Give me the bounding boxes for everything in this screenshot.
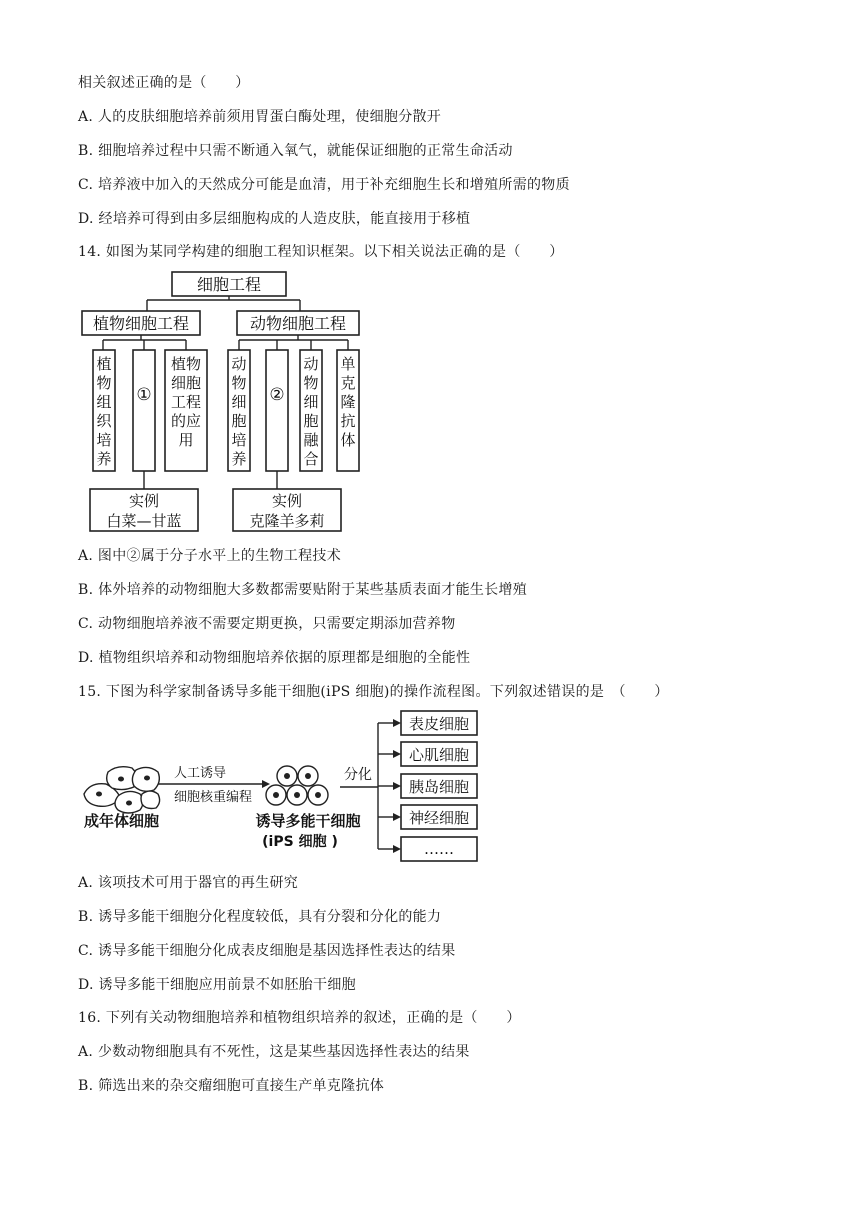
- ips-cells-icon: [266, 766, 328, 805]
- q16-option-b: B. 筛选出来的杂交瘤细胞可直接生产单克隆抗体: [78, 1078, 385, 1094]
- target-label-islet: 胰岛细胞: [408, 778, 470, 796]
- q15-stem: 15. 下图为科学家制备诱导多能干细胞(iPS 细胞)的操作流程图。下列叙述错误的是 （ ）: [78, 684, 669, 700]
- ips-label-2: (iPS 细胞 ): [262, 834, 338, 850]
- diagram-plant-child-2-label: ①: [136, 385, 152, 405]
- diagram-plant-child-2-box: [133, 350, 155, 471]
- arrow-bottom-label: 细胞核重编程: [173, 790, 253, 805]
- q16-stem: 16. 下列有关动物细胞培养和植物组织培养的叙述，正确的是（ ）: [78, 1010, 521, 1026]
- diagram-plant-example-title: 实例: [128, 492, 160, 510]
- differentiation-label: 分化: [344, 767, 372, 783]
- cell-engineering-framework-diagram: [0, 0, 860, 540]
- arrow-top-label: 人工诱导: [173, 766, 227, 781]
- target-label-more: ……: [424, 840, 454, 858]
- q15-option-a: A. 该项技术可用于器官的再生研究: [78, 875, 299, 891]
- diagram-animal-example-title: 实例: [271, 492, 303, 510]
- ips-label-1: 诱导多能干细胞: [255, 812, 361, 830]
- q13-option-c: C. 培养液中加入的天然成分可能是血清，用于补充细胞生长和增殖所需的物质: [78, 177, 570, 193]
- diagram-plant-example-value: 白菜—甘蓝: [106, 512, 182, 530]
- diagram-animal-child-1-label: 动物细胞培养: [231, 355, 247, 468]
- diagram-animal-branch-label: 动物细胞工程: [249, 314, 347, 333]
- q14-option-d: D. 植物组织培养和动物细胞培养依据的原理都是细胞的全能性: [78, 650, 471, 666]
- adult-cells-icon: [84, 767, 160, 813]
- diagram-root-label: 细胞工程: [196, 275, 262, 294]
- diagram-plant-child-1-label: 植物组织培养: [96, 355, 112, 468]
- diagram-plant-child-3-label: 植物细胞工程的应用: [170, 355, 202, 449]
- q14-option-a: A. 图中②属于分子水平上的生物工程技术: [78, 548, 342, 564]
- diagram-animal-child-4-label: 单克隆抗体: [340, 355, 356, 449]
- ips-flowchart-diagram: [0, 700, 860, 870]
- diagram-animal-example-value: 克隆羊多莉: [249, 512, 325, 530]
- q15-option-d: D. 诱导多能干细胞应用前景不如胚胎干细胞: [78, 977, 356, 993]
- q14-stem: 14. 如图为某同学构建的细胞工程知识框架。以下相关说法正确的是（ ）: [78, 244, 564, 260]
- target-label-neural: 神经细胞: [408, 809, 470, 827]
- q13-option-d: D. 经培养可得到由多层细胞构成的人造皮肤，能直接用于移植: [78, 211, 471, 227]
- q13-option-a: A. 人的皮肤细胞培养前须用胃蛋白酶处理，使细胞分散开: [78, 109, 442, 125]
- q15-option-b: B. 诱导多能干细胞分化程度较低，具有分裂和分化的能力: [78, 909, 442, 925]
- target-label-cardiac: 心肌细胞: [408, 746, 470, 764]
- diagram-animal-child-2-label: ②: [269, 385, 285, 405]
- adult-cells-label: 成年体细胞: [84, 812, 160, 830]
- q16-option-a: A. 少数动物细胞具有不死性，这是某些基因选择性表达的结果: [78, 1044, 470, 1060]
- diagram-animal-child-2-box: [266, 350, 288, 471]
- q15-option-c: C. 诱导多能干细胞分化成表皮细胞是基因选择性表达的结果: [78, 943, 456, 959]
- q13-option-b: B. 细胞培养过程中只需不断通入氧气，就能保证细胞的正常生命活动: [78, 143, 513, 159]
- diagram-animal-child-3-label: 动物细胞融合: [303, 355, 319, 468]
- diagram-plant-branch-label: 植物细胞工程: [92, 314, 190, 333]
- q14-option-b: B. 体外培养的动物细胞大多数都需要贴附于某些基质表面才能生长增殖: [78, 582, 528, 598]
- target-label-epidermal: 表皮细胞: [408, 715, 470, 733]
- q14-option-c: C. 动物细胞培养液不需要定期更换，只需要定期添加营养物: [78, 616, 456, 632]
- q13-stem-tail: 相关叙述正确的是（ ）: [78, 75, 250, 91]
